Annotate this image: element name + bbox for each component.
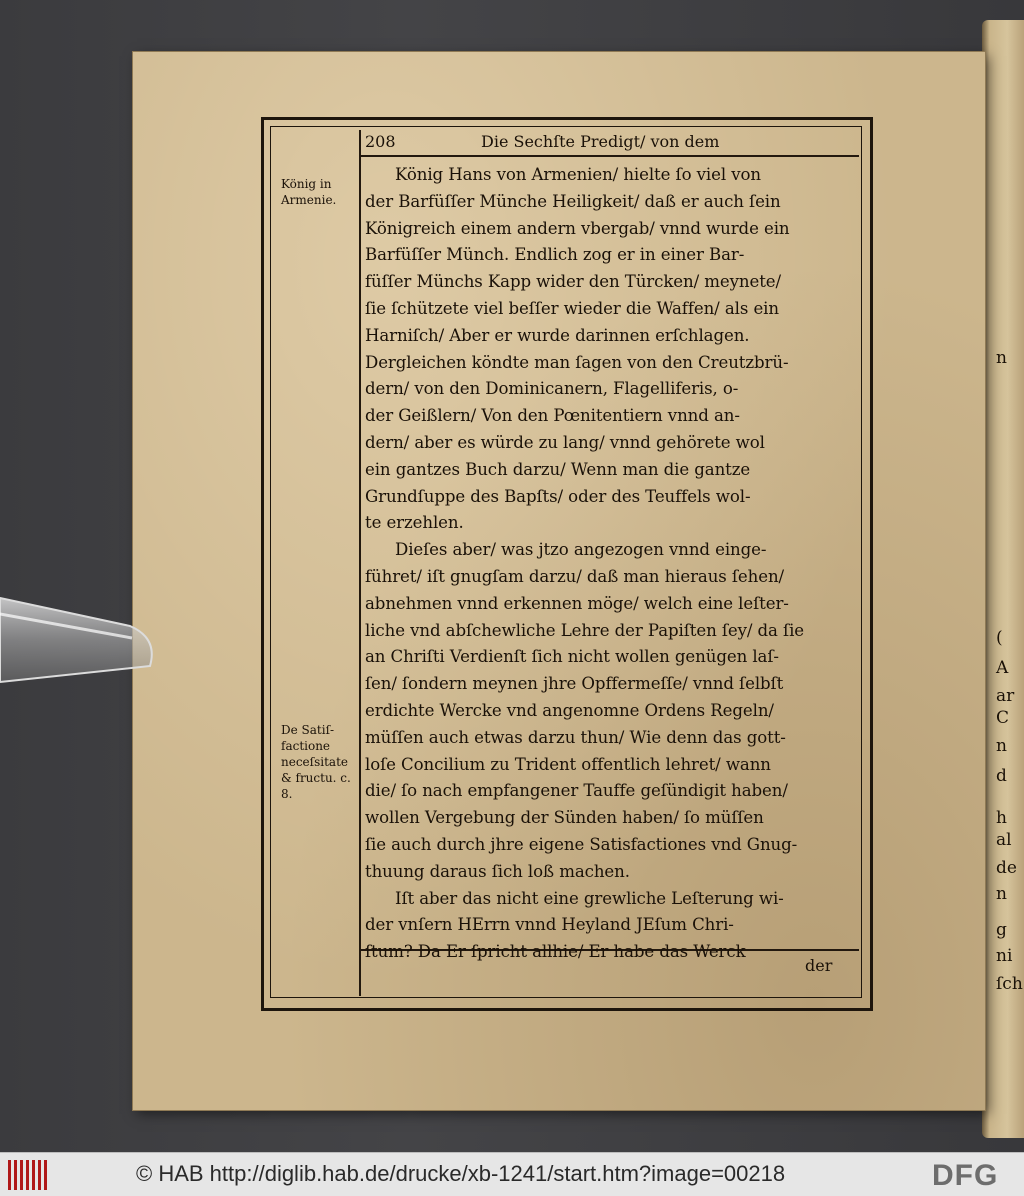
text-line: Grundſuppe des Bapſts/ oder des Teuffels wol- [365, 486, 751, 506]
text-line: ſtum? Da Er ſpricht allhie/ Er habe das Werck [365, 942, 746, 962]
text-line: te erzehlen. [365, 513, 464, 533]
facing-page-fragment: ( [996, 628, 1003, 648]
facing-page-fragment: n [996, 348, 1007, 368]
margin-note-koenig: König in Armenie. [281, 177, 337, 207]
text-line: wollen Vergebung der Sünden haben/ ſo müſſen [365, 808, 764, 828]
text-line: der Geißlern/ Von den Pœnitentiern vnnd an- [365, 406, 740, 426]
facing-page-fragment: A [996, 658, 1009, 678]
facing-page-fragment: n [996, 884, 1007, 904]
page-number: 208 [365, 132, 396, 151]
text-line: erdichte Wercke vnd angenomne Ordens Regeln/ [365, 700, 774, 720]
text-line: abnehmen vnnd erkennen möge/ welch eine leſter- [365, 593, 789, 613]
facing-page-fragment: g [996, 920, 1007, 940]
running-head: Die Sechſte Predigt/ von dem [481, 132, 720, 151]
text-line: führet/ iſt gnugſam darzu/ daß man hieraus ſehen/ [365, 566, 785, 586]
margin-rule [359, 130, 361, 996]
page-header [365, 130, 855, 154]
facing-page-fragment: al [996, 830, 1012, 850]
text-line: dern/ von den Dominicanern, Flagelliferis, o- [365, 379, 739, 399]
margin-note-satisfactione: De Satiſ- factione neceſsitate & fructu. c. 8. [281, 723, 351, 801]
book-page [133, 52, 985, 1110]
facing-page-edge [982, 20, 1024, 1138]
text-line: ſen/ ſondern meynen jhre Opffermeſſe/ vnnd ſelbſt [365, 674, 784, 694]
text-line: an Chriſti Verdienſt ſich nicht wollen genügen laſ- [365, 647, 779, 667]
copyright-link[interactable]: © HAB http://diglib.hab.de/drucke/xb-1241/start.htm?image=00218 [136, 1161, 786, 1186]
text-line: dern/ aber es würde zu lang/ vnnd gehörete wol [365, 432, 765, 452]
dfg-logo: DFG [932, 1159, 999, 1192]
text-line: Iſt aber das nicht eine grewliche Leſterung wi- [395, 888, 784, 908]
plastic-page-holder [0, 580, 160, 690]
facing-page-fragment: h [996, 808, 1007, 828]
text-line: ſie ſchützete viel beſſer wieder die Waffen/ als ein [365, 298, 779, 318]
facing-page-fragment: ni [996, 946, 1013, 966]
facing-page-fragment: de [996, 858, 1017, 878]
page-text [365, 162, 859, 966]
text-line: König Hans von Armenien/ hielte ſo viel von [395, 165, 761, 184]
header-rule [361, 155, 859, 157]
text-line: füſſer Münchs Kapp wider den Türcken/ meynete/ [365, 272, 781, 292]
text-line: thuung daraus ſich loß machen. [365, 861, 630, 881]
viewer-footer [0, 1152, 1024, 1196]
facing-page-fragment: n [996, 736, 1007, 756]
catchword: der [805, 956, 833, 975]
text-line: liche vnd abſchewliche Lehre der Papiſten ſey/ da ſie [365, 620, 804, 640]
text-line: Dergleichen köndte man ſagen von den Creutzbrü- [365, 352, 789, 372]
text-line: der Barfüſſer Münche Heiligkeit/ daß er auch ſein [365, 191, 781, 211]
text-line: der vnſern HErrn vnnd Heyland JEſum Chri- [365, 915, 734, 935]
text-line: loſe Concilium zu Trident offentlich lehret/ wann [365, 754, 771, 774]
text-line: ſie auch durch jhre eigene Satisfactiones vnd Gnug- [365, 834, 798, 854]
facing-page-fragment: ar [996, 686, 1015, 706]
text-line: Harniſch/ Aber er wurde darinnen erſchlagen. [365, 325, 750, 345]
library-logo [8, 1160, 48, 1190]
text-line: müſſen auch etwas darzu thun/ Wie denn das gott- [365, 727, 786, 747]
text-line: ein gantzes Buch darzu/ Wenn man die gantze [365, 459, 751, 479]
text-line: die/ ſo nach empfangener Tauffe geſündigit haben/ [365, 781, 788, 801]
facing-page-fragment: ſch [996, 974, 1023, 994]
text-line: Dieſes aber/ was jtzo angezogen vnnd einge- [395, 540, 767, 560]
text-line: Barfüſſer Münch. Endlich zog er in einer Bar- [365, 245, 745, 265]
facing-page-fragment: d [996, 766, 1007, 786]
text-line: Königreich einem andern vbergab/ vnnd wurde ein [365, 218, 790, 238]
facing-page-fragment: C [996, 708, 1010, 728]
